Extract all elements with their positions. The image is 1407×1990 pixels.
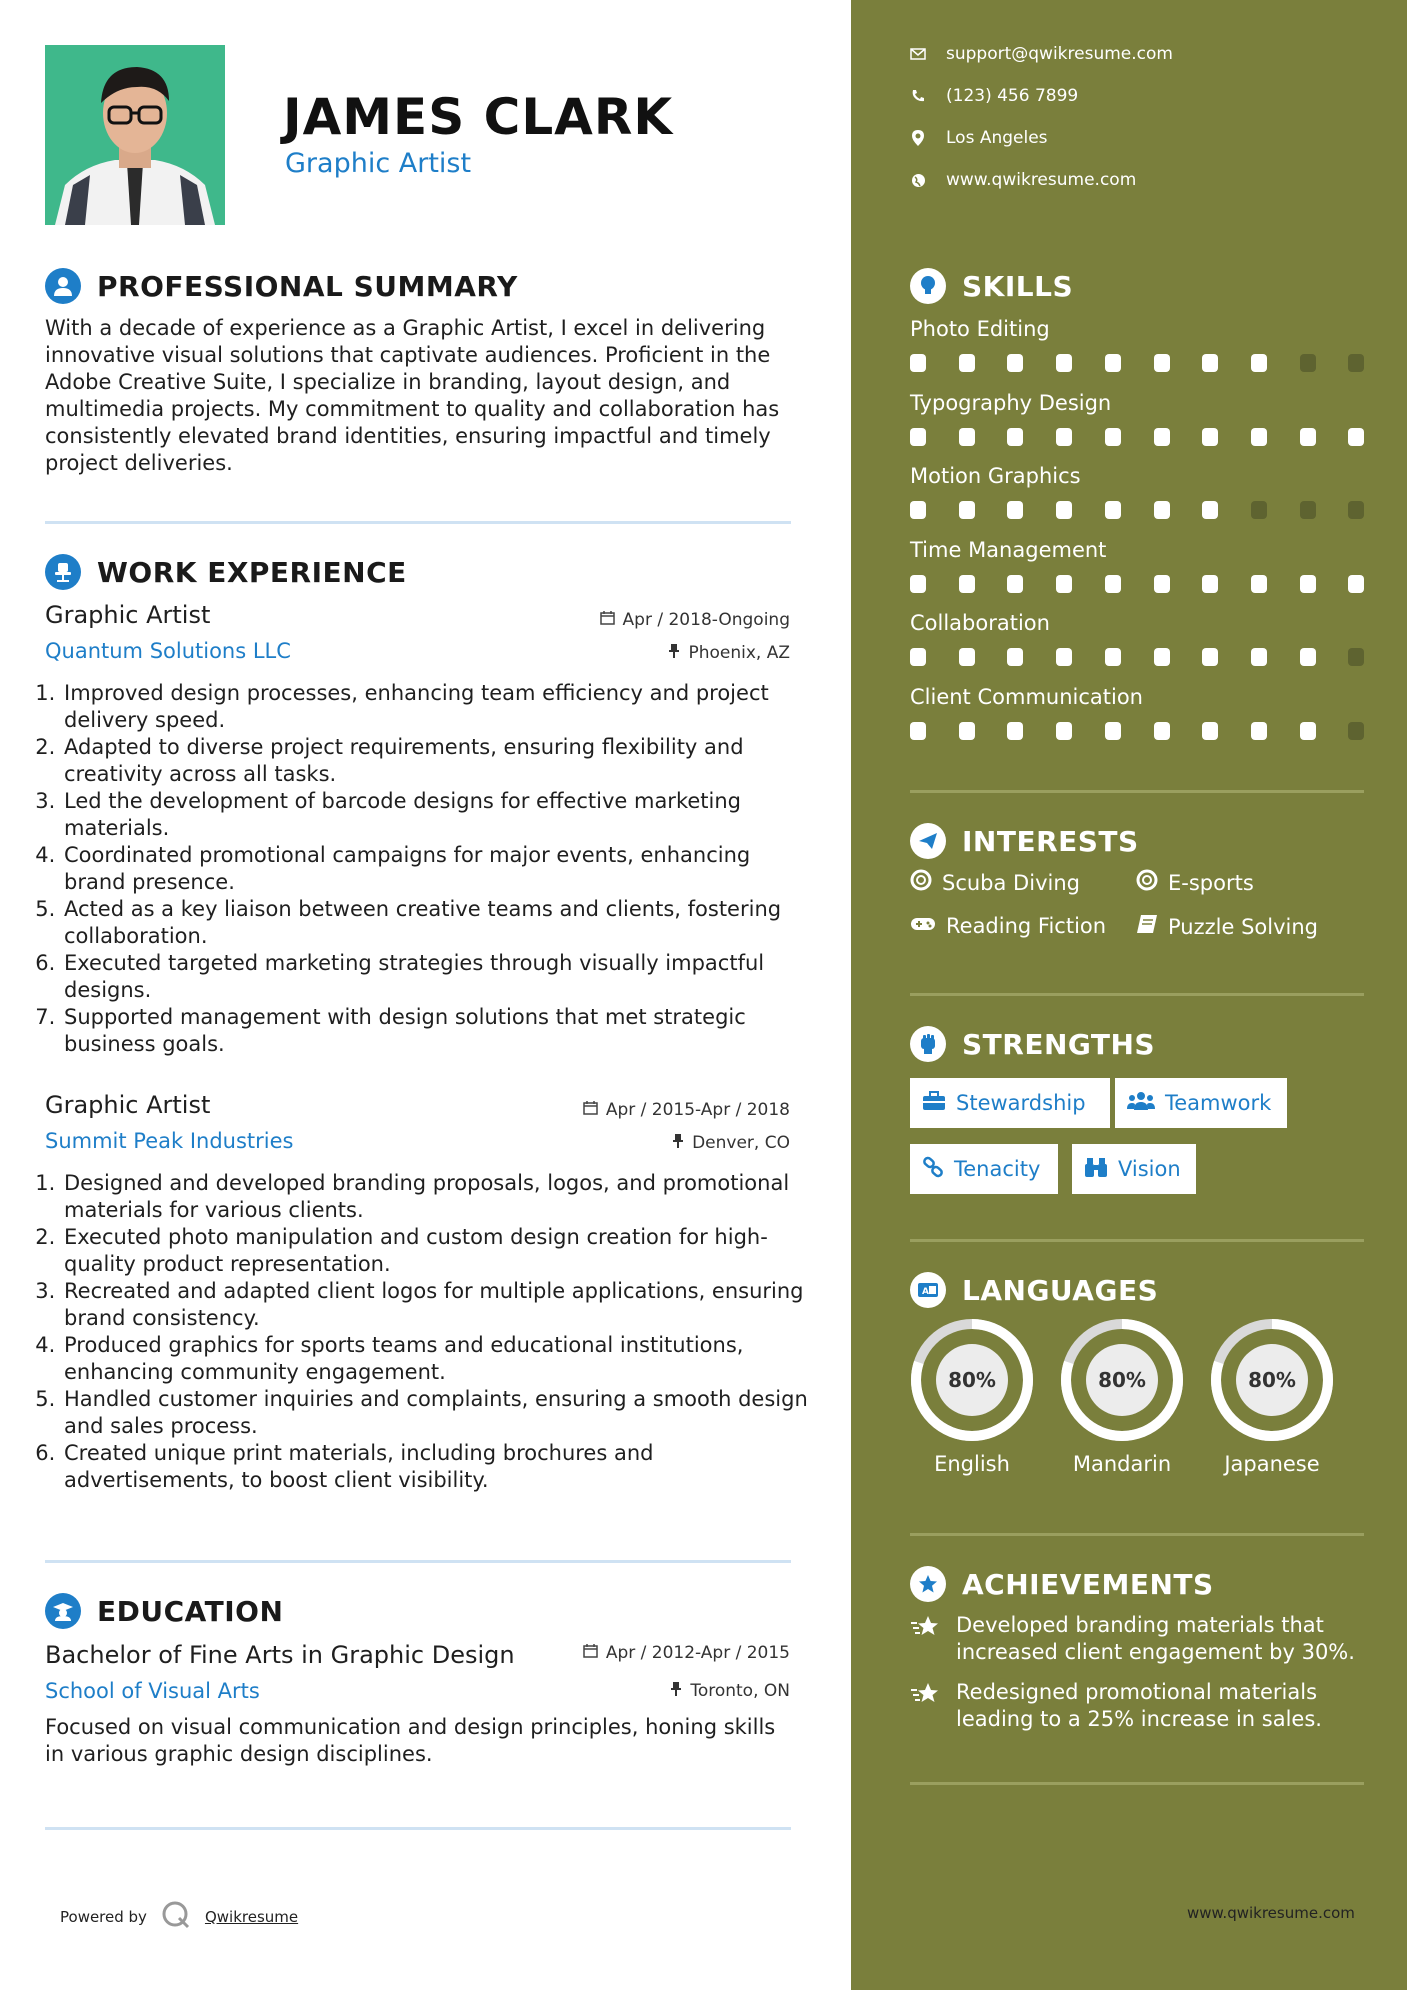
job-date <box>583 1100 790 1120</box>
rating-dot-filled <box>1154 722 1170 740</box>
strength-chip <box>910 1144 1058 1194</box>
interest-label: Reading Fiction <box>946 914 1107 938</box>
pin-icon <box>672 1133 684 1153</box>
rating-dot-filled <box>910 428 926 446</box>
footer-site[interactable]: www.qwikresume.com <box>1187 1904 1355 1922</box>
job-bullets <box>40 680 812 1058</box>
rating-dot-filled <box>1300 575 1316 593</box>
skill-name: Time Management <box>910 537 1107 562</box>
paper-plane-icon <box>910 823 946 859</box>
rating-dot-filled <box>1202 722 1218 740</box>
gamepad-icon <box>910 914 936 938</box>
rating-dot-filled <box>1300 722 1316 740</box>
skill-rating <box>910 575 1364 593</box>
strengths-heading <box>910 1026 1155 1062</box>
rating-dot-filled <box>1007 722 1023 740</box>
rating-dot-filled <box>1105 428 1121 446</box>
strength-chip <box>910 1078 1110 1128</box>
skill-name: Photo Editing <box>910 317 1050 341</box>
rating-dot-filled <box>910 722 926 740</box>
star-icon <box>910 1681 942 1733</box>
profile-photo <box>45 45 225 225</box>
rating-dot-filled <box>910 354 926 372</box>
achievement-text: Redesigned promotional materials leading to a 25% increase in sales. <box>956 1680 1322 1731</box>
rating-dot-filled <box>1007 501 1023 519</box>
education-location <box>670 1681 790 1701</box>
book-icon <box>1136 914 1158 939</box>
bullet-item: 3. Led the development of barcode designs for effective marketing materials. <box>62 788 812 842</box>
fist-icon <box>910 1026 946 1062</box>
pin-icon <box>670 1681 682 1701</box>
star-badge-icon <box>910 1566 946 1602</box>
qwikresume-logo-icon <box>161 1900 191 1934</box>
interest-item <box>1136 914 1318 939</box>
rating-dot-filled <box>1056 648 1072 666</box>
rating-dot-filled <box>1251 722 1267 740</box>
link-icon <box>922 1156 944 1183</box>
rating-dot-filled <box>1202 501 1218 519</box>
rating-dot-filled <box>1105 501 1121 519</box>
rating-dot-empty <box>1300 354 1316 372</box>
rating-dot-filled <box>1202 575 1218 593</box>
bullet-item: 6. Created unique print materials, including brochures and advertisements, to boost client visibility. <box>62 1440 812 1494</box>
achievement-item <box>910 1612 1364 1666</box>
rating-dot-empty <box>1300 501 1316 519</box>
language-item <box>1210 1318 1334 1476</box>
languages-heading <box>910 1272 1158 1308</box>
strength-chip <box>1115 1078 1287 1128</box>
rating-dot-filled <box>1056 428 1072 446</box>
rating-dot-filled <box>959 428 975 446</box>
lifebuoy-icon <box>1136 869 1158 896</box>
rating-dot-filled <box>910 501 926 519</box>
chair-icon <box>45 554 81 590</box>
divider <box>45 521 791 524</box>
achievements-heading-label: ACHIEVEMENTS <box>962 1567 1214 1601</box>
briefcase-icon <box>922 1091 946 1116</box>
rating-dot-filled <box>1154 501 1170 519</box>
rating-dot-empty <box>1348 501 1364 519</box>
rating-dot-filled <box>1056 722 1072 740</box>
contact-email-label[interactable]: support@qwikresume.com <box>946 44 1173 64</box>
language-percent: 80% <box>1248 1368 1296 1392</box>
skill-rating <box>910 354 1364 372</box>
calendar-icon <box>583 1643 598 1663</box>
divider <box>910 790 1364 793</box>
achievement-text: Developed branding materials that increased client engagement by 30%. <box>956 1613 1355 1664</box>
rating-dot-filled <box>1007 648 1023 666</box>
rating-dot-empty <box>1251 501 1267 519</box>
strength-label: Stewardship <box>956 1091 1086 1115</box>
calendar-icon <box>583 1100 598 1120</box>
job-bullets <box>40 1170 812 1494</box>
contact-phone-label: (123) 456 7899 <box>946 86 1079 106</box>
rating-dot-filled <box>1251 428 1267 446</box>
education-heading <box>45 1593 283 1629</box>
job-location <box>668 643 790 663</box>
job-role: Graphic Artist <box>45 1091 211 1119</box>
rating-dot-filled <box>1202 354 1218 372</box>
strength-label: Tenacity <box>954 1157 1041 1181</box>
rating-dot-filled <box>1300 428 1316 446</box>
bullet-item: 5. Acted as a key liaison between creative teams and clients, fostering collaboration. <box>62 896 812 950</box>
rating-dot-filled <box>1154 648 1170 666</box>
skill-name: Client Communication <box>910 684 1143 709</box>
language-name: Mandarin <box>1072 1452 1172 1476</box>
job-location <box>672 1133 790 1153</box>
skill-rating <box>910 428 1364 446</box>
powered-by-label: Powered by <box>60 1908 147 1926</box>
interest-label: E-sports <box>1168 870 1254 895</box>
experience-heading <box>45 554 407 590</box>
job-date-label: Apr / 2018-Ongoing <box>622 610 790 630</box>
interest-item <box>910 869 1080 896</box>
skills-heading-label: SKILLS <box>962 269 1074 303</box>
language-progress-ring <box>1060 1318 1184 1442</box>
contact-location-label: Los Angeles <box>946 128 1048 148</box>
rating-dot-filled <box>910 575 926 593</box>
rating-dot-filled <box>1348 428 1364 446</box>
strength-label: Teamwork <box>1165 1091 1272 1115</box>
divider <box>910 993 1364 996</box>
skill-rating <box>910 722 1364 740</box>
bullet-item: 4. Coordinated promotional campaigns for major events, enhancing brand presence. <box>62 842 812 896</box>
skill-name: Collaboration <box>910 611 1050 635</box>
language-name: Japanese <box>1224 1452 1320 1476</box>
rating-dot-filled <box>1251 648 1267 666</box>
globe-icon <box>910 172 926 188</box>
school: School of Visual Arts <box>45 1679 260 1703</box>
contact-website-label[interactable]: www.qwikresume.com <box>946 170 1137 190</box>
summary-text: With a decade of experience as a Graphic Artist, I excel in delivering innovative visual solutions that captivate audiences. Proficient in the Adobe Creative Suite, I specialize in branding, layout design, and multimedia projects. My commitment to quality and collaboration has consistently elevated brand identities, ensuring impactful and timely project deliveries. <box>45 316 780 475</box>
star-icon <box>910 1614 942 1666</box>
divider <box>910 1782 1364 1785</box>
contact-phone <box>910 86 1078 106</box>
education-date <box>583 1643 790 1663</box>
rating-dot-filled <box>1300 648 1316 666</box>
job-date <box>600 610 790 630</box>
strengths-heading-label: STRENGTHS <box>962 1027 1156 1061</box>
language-item <box>1060 1318 1184 1476</box>
envelope-icon <box>910 46 926 62</box>
language-progress-ring <box>910 1318 1034 1442</box>
education-text: Focused on visual communication and design principles, honing skills in various graphic design disciplines. <box>45 1715 776 1766</box>
bullet-item: 1. Improved design processes, enhancing team efficiency and project delivery speed. <box>62 680 812 734</box>
divider <box>45 1827 791 1830</box>
bullet-item: 2. Adapted to diverse project requirements, ensuring flexibility and creativity across all tasks. <box>62 734 812 788</box>
summary-heading <box>45 268 518 304</box>
users-icon <box>1127 1091 1155 1116</box>
divider <box>910 1533 1364 1536</box>
rating-dot-filled <box>959 501 975 519</box>
interests-heading <box>910 823 1139 859</box>
pin-icon <box>668 643 680 663</box>
contact-location <box>910 128 1048 148</box>
education-location-label: Toronto, ON <box>690 1681 790 1701</box>
calendar-icon <box>600 610 615 630</box>
bullet-item: 7. Supported management with design solutions that met strategic business goals. <box>62 1004 812 1058</box>
rating-dot-filled <box>1056 501 1072 519</box>
contact-email <box>910 44 1173 64</box>
powered-by <box>60 1900 298 1934</box>
interest-item <box>1136 869 1254 896</box>
achievements-heading <box>910 1566 1214 1602</box>
rating-dot-filled <box>1202 648 1218 666</box>
bullet-item: 1. Designed and developed branding proposals, logos, and promotional materials for various clients. <box>62 1170 812 1224</box>
rating-dot-filled <box>959 575 975 593</box>
bullet-item: 3. Recreated and adapted client logos for multiple applications, ensuring brand consistency. <box>62 1278 812 1332</box>
rating-dot-filled <box>1105 648 1121 666</box>
rating-dot-filled <box>910 648 926 666</box>
lightbulb-icon <box>910 268 946 304</box>
contact-website <box>910 170 1136 190</box>
bullet-item: 5. Handled customer inquiries and complaints, ensuring a smooth design and sales process. <box>62 1386 812 1440</box>
rating-dot-filled <box>1105 722 1121 740</box>
experience-heading-label: WORK EXPERIENCE <box>97 555 407 589</box>
rating-dot-filled <box>1007 354 1023 372</box>
lifebuoy-icon <box>910 869 932 896</box>
bullet-item: 6. Executed targeted marketing strategies through visually impactful designs. <box>62 950 812 1004</box>
strength-label: Vision <box>1118 1157 1181 1181</box>
rating-dot-filled <box>1007 575 1023 593</box>
binoculars-icon <box>1084 1156 1108 1183</box>
map-marker-icon <box>910 130 926 146</box>
rating-dot-filled <box>1251 354 1267 372</box>
divider <box>45 1560 791 1563</box>
interest-item <box>910 914 1106 938</box>
user-icon <box>45 268 81 304</box>
qwikresume-link[interactable]: Qwikresume <box>204 1908 299 1926</box>
svg-text:A: A <box>922 1287 929 1297</box>
candidate-name: JAMES CLARK <box>283 88 674 146</box>
divider <box>910 1239 1364 1242</box>
interest-label: Puzzle Solving <box>1168 914 1318 939</box>
rating-dot-filled <box>1105 354 1121 372</box>
phone-icon <box>910 88 926 104</box>
bullet-item: 4. Produced graphics for sports teams and educational institutions, enhancing community engagement. <box>62 1332 812 1386</box>
language-item <box>910 1318 1034 1476</box>
degree: Bachelor of Fine Arts in Graphic Design <box>45 1641 515 1669</box>
rating-dot-filled <box>1056 354 1072 372</box>
rating-dot-filled <box>1348 575 1364 593</box>
language-progress-ring <box>1210 1318 1334 1442</box>
achievement-item <box>910 1679 1364 1733</box>
skill-name: Typography Design <box>910 390 1112 415</box>
rating-dot-empty <box>1348 722 1364 740</box>
job-role: Graphic Artist <box>45 601 211 629</box>
education-heading-label: EDUCATION <box>97 1594 284 1628</box>
interest-label: Scuba Diving <box>942 870 1080 895</box>
bullet-item: 2. Executed photo manipulation and custom design creation for high-quality product representation. <box>62 1224 812 1278</box>
interests-heading-label: INTERESTS <box>962 824 1139 858</box>
job-location-label: Denver, CO <box>692 1133 790 1153</box>
job-company: Summit Peak Industries <box>45 1129 294 1153</box>
job-date-label: Apr / 2015-Apr / 2018 <box>605 1100 790 1120</box>
rating-dot-filled <box>1251 575 1267 593</box>
skill-rating <box>910 648 1364 666</box>
rating-dot-filled <box>1154 354 1170 372</box>
rating-dot-filled <box>1154 428 1170 446</box>
rating-dot-filled <box>959 722 975 740</box>
language-percent: 80% <box>948 1368 996 1392</box>
rating-dot-filled <box>1007 428 1023 446</box>
graduate-icon <box>45 1593 81 1629</box>
languages-heading-label: LANGUAGES <box>962 1273 1159 1307</box>
skills-heading <box>910 268 1073 304</box>
language-name: English <box>934 1452 1010 1476</box>
rating-dot-empty <box>1348 354 1364 372</box>
skill-rating <box>910 501 1364 519</box>
rating-dot-filled <box>1056 575 1072 593</box>
skill-name: Motion Graphics <box>910 464 1081 488</box>
strength-chip <box>1072 1144 1196 1194</box>
rating-dot-filled <box>1105 575 1121 593</box>
rating-dot-empty <box>1348 648 1364 666</box>
language-icon <box>910 1272 946 1308</box>
language-percent: 80% <box>1098 1368 1146 1392</box>
rating-dot-filled <box>959 648 975 666</box>
rating-dot-filled <box>1154 575 1170 593</box>
rating-dot-filled <box>1202 428 1218 446</box>
candidate-title: Graphic Artist <box>285 148 472 179</box>
job-location-label: Phoenix, AZ <box>688 643 790 663</box>
education-date-label: Apr / 2012-Apr / 2015 <box>605 1643 790 1663</box>
job-company: Quantum Solutions LLC <box>45 639 291 663</box>
rating-dot-filled <box>959 354 975 372</box>
summary-heading-label: PROFESSIONAL SUMMARY <box>97 269 518 303</box>
